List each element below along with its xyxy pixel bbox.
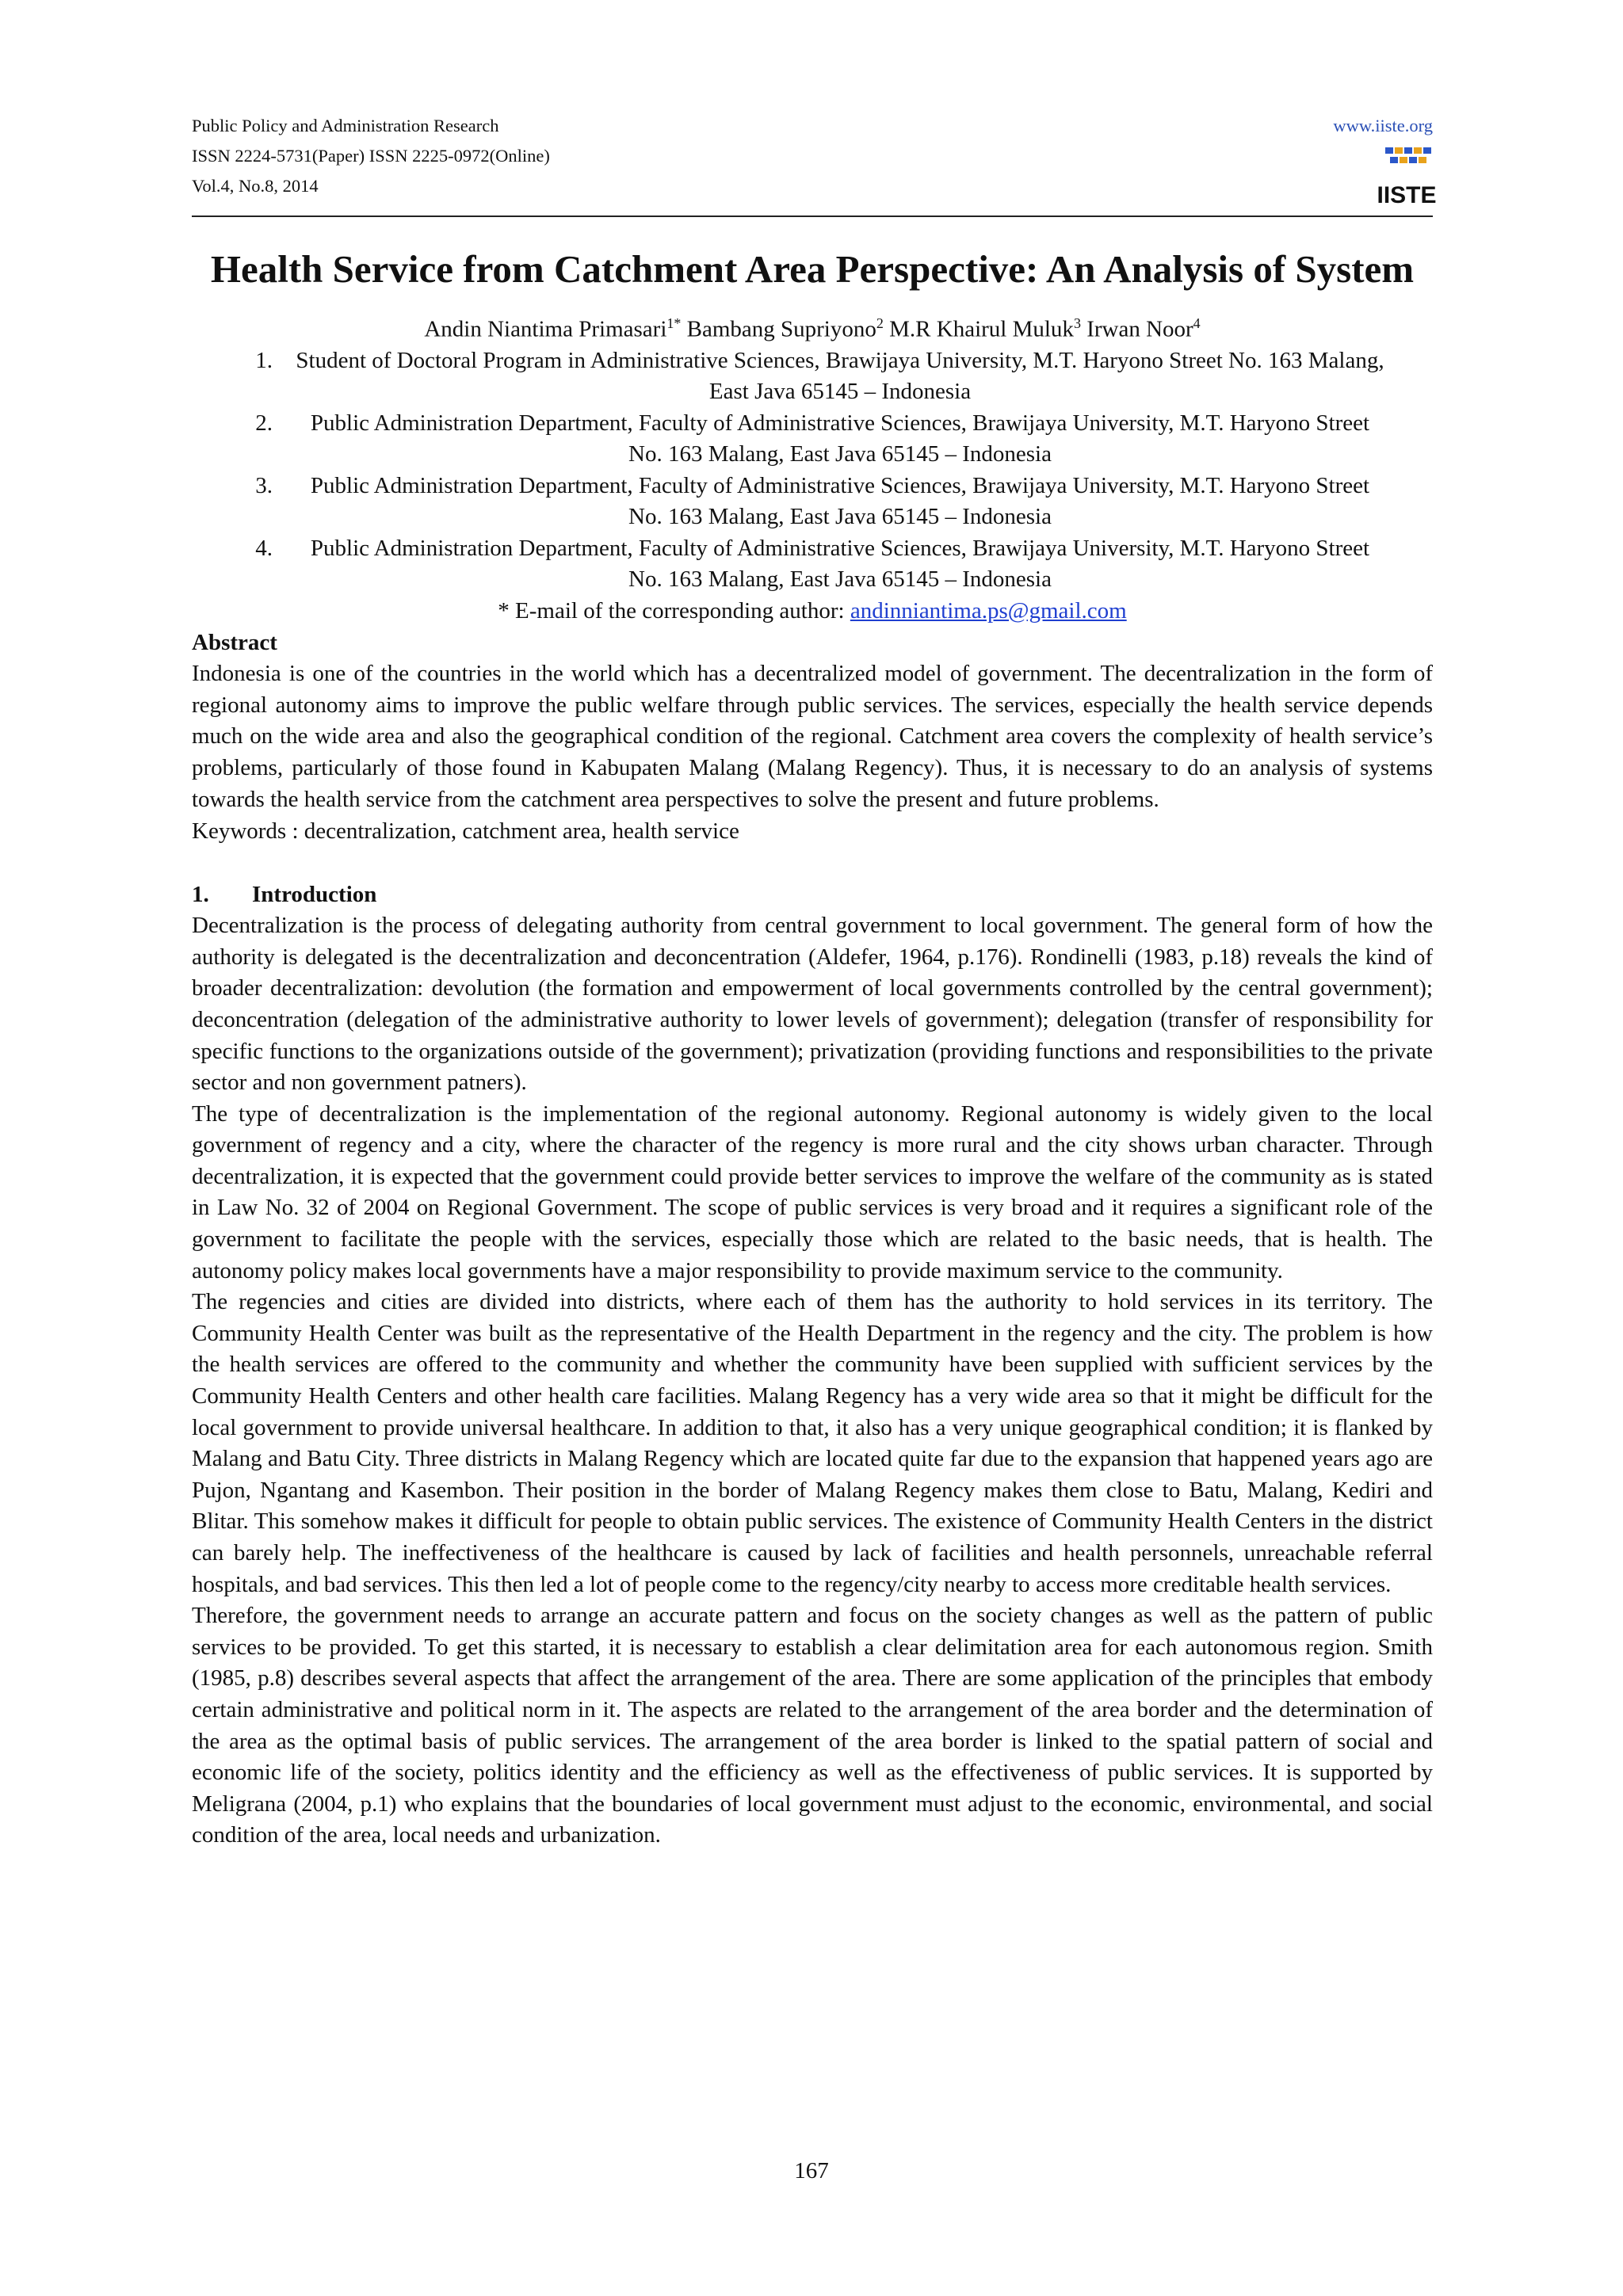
affiliation-item [192,345,1433,408]
page-number: 167 [794,2158,829,2183]
journal-site-link[interactable]: www.iiste.org [1333,116,1433,135]
author-list [192,307,1433,345]
affiliation-item [192,408,1433,471]
author-affil-mark: 3 [1073,315,1081,331]
section-gap [192,847,1433,879]
journal-volume: Vol.4, No.8, 2014 [192,176,319,196]
abstract-heading: Abstract [192,630,277,656]
section-number: 1. [192,882,209,908]
keywords-line: Keywords : decentralization, catchment area, health service [192,818,739,845]
affiliation-number: 2. [255,410,273,436]
journal-info [192,111,1433,201]
email-label: * E-mail of the corresponding author: [498,597,850,624]
author-name: Irwan Noor [1086,316,1193,342]
intro-paragraph: The regencies and cities are divided into districts, where each of them has the authority to hold services in its territory. The Community Health Center was built as the representative of the Health Department in the regency and the city. The problem is how the health services are offered to the community and whether the community have been supplied with sufficient services by the Community Health Centers and other health care facilities. Malang Regency has a very wide area so that it might be difficult for the local government to provide universal healthcare. In addition to that, it also has a very unique geographical condition; it is flanked by Malang and Batu City. Three districts in Malang Regency which are located quite far due to the expansion that happened years ago are Pujon, Ngantang and Kasembon. Their position in the border of Malang Regency makes them close to Batu, Malang, Kediri and Blitar. This somehow makes it difficult for people to obtain public services. The existence of Community Health Centers in the district can barely help. The ineffectiveness of the healthcare is caused by lack of facilities and health personnels, unreachable referral hospitals, and bad services. This then led a lot of people come to the regency/city nearby to access more creditable health services. [192,1289,1433,1597]
affiliation-text: Public Administration Department, Faculty of Administrative Sciences, Brawijaya University, M.T. Haryono Street No. 163 Malang, East Java 65145 – Indonesia [310,472,1370,530]
intro-paragraph: The type of decentralization is the implementation of the regional autonomy. Regional autonomy is widely given to the local government of regency and a city, where the character of the regency is more rural and the city shows urban character. Through decentralization, it is expected that the government could provide better services to improve the welfare of the community as is stated in Law No. 32 of 2004 on Regional Government. The scope of public services is very broad and it requires a significant role of the government to facilitate the people with the services, especially those which are related to the basic needs, that is health. The autonomy policy makes local governments have a major responsibility to provide maximum service to the community. [192,1100,1433,1283]
author-name: Bambang Supriyono [686,316,876,342]
author-affil-mark: 4 [1193,315,1201,331]
introduction-heading [192,879,1433,910]
iiste-logo [1377,146,1437,208]
journal-issn: ISSN 2224-5731(Paper) ISSN 2225-0972(Online) [192,146,550,166]
affiliation-text: Public Administration Department, Faculty of Administrative Sciences, Brawijaya University, M.T. Haryono Street No. 163 Malang, East Java 65145 – Indonesia [310,535,1370,593]
affiliation-text: Student of Doctoral Program in Administrative Sciences, Brawijaya University, M.T. Haryono Street No. 163 Malang, East Java 65145 – Indonesia [296,347,1384,405]
affiliation-number: 3. [255,472,273,498]
journal-header [192,111,1437,217]
email-link[interactable]: andinniantima.ps@gmail.com [850,597,1127,624]
author-name: M.R Khairul Muluk [889,316,1074,342]
paper-title: Health Service from Catchment Area Perspective: An Analysis of System [210,247,1415,291]
abstract-text: Indonesia is one of the countries in the world which has a decentralized model of government. The decentralization in the form of regional autonomy aims to improve the public welfare through public services. The services, especially the health service depends much on the wide area and also the geographical condition of the regional. Catchment area covers the complexity of health service’s problems, particularly of those found in Kabupaten Malang (Malang Regency). Thus, it is necessary to do an analysis of systems towards the health service from the catchment area perspectives to solve the present and future problems. [192,661,1433,812]
author-affil-mark: 1* [666,315,682,331]
journal-name: Public Policy and Administration Research [192,116,499,135]
intro-paragraph: Therefore, the government needs to arrange an accurate pattern and focus on the society changes as well as the pattern of public services to be provided. To get this started, it is necessary to establish a clear delimitation area for each autonomous region. Smith (1985, p.8) describes several aspects that affect the arrangement of the area. There are some application of the principles that embody certain administrative and political norm in it. The aspects are related to the arrangement of the area border and the determination of the area as the optimal basis of public services. The arrangement of the area border is linked to the spatial pattern of social and economic life of the society, politics identity and the efficiency as well as the effectiveness of public services. It is supported by Meligrana (2004, p.1) who explains that the boundaries of local government must adjust to the economic, environmental, and social condition of the area, local needs and urbanization. [192,1603,1433,1848]
affiliation-text: Public Administration Department, Faculty of Administrative Sciences, Brawijaya University, M.T. Haryono Street No. 163 Malang, East Java 65145 – Indonesia [310,410,1370,467]
affiliation-number: 4. [255,535,273,561]
intro-paragraph: Decentralization is the process of delegating authority from central government to local government. The general form of how the authority is delegated is the decentralization and deconcentration (Aldefer, 1964, p.176). Rondinelli (1983, p.18) reveals the kind of broader decentralization: devolution (the formation and empowerment of local governments controlled by the central government); deconcentration (delegation of the administrative authority to lower levels of government); delegation (transfer of responsibility for specific functions to the organizations outside of the government); privatization (providing functions and responsibilities to the private sector and non government patners). [192,913,1433,1096]
paper-page [192,111,1437,1852]
author-affil-mark: 2 [876,315,884,331]
affiliation-list [192,345,1433,596]
svg-text:IISTE: IISTE [1377,182,1437,208]
author-name: Andin Niantima Primasari [424,316,667,342]
affiliation-item [192,471,1433,533]
affiliation-number: 1. [255,347,273,373]
affiliation-item [192,533,1433,596]
section-title: Introduction [252,882,377,908]
corresponding-email [192,596,1433,627]
